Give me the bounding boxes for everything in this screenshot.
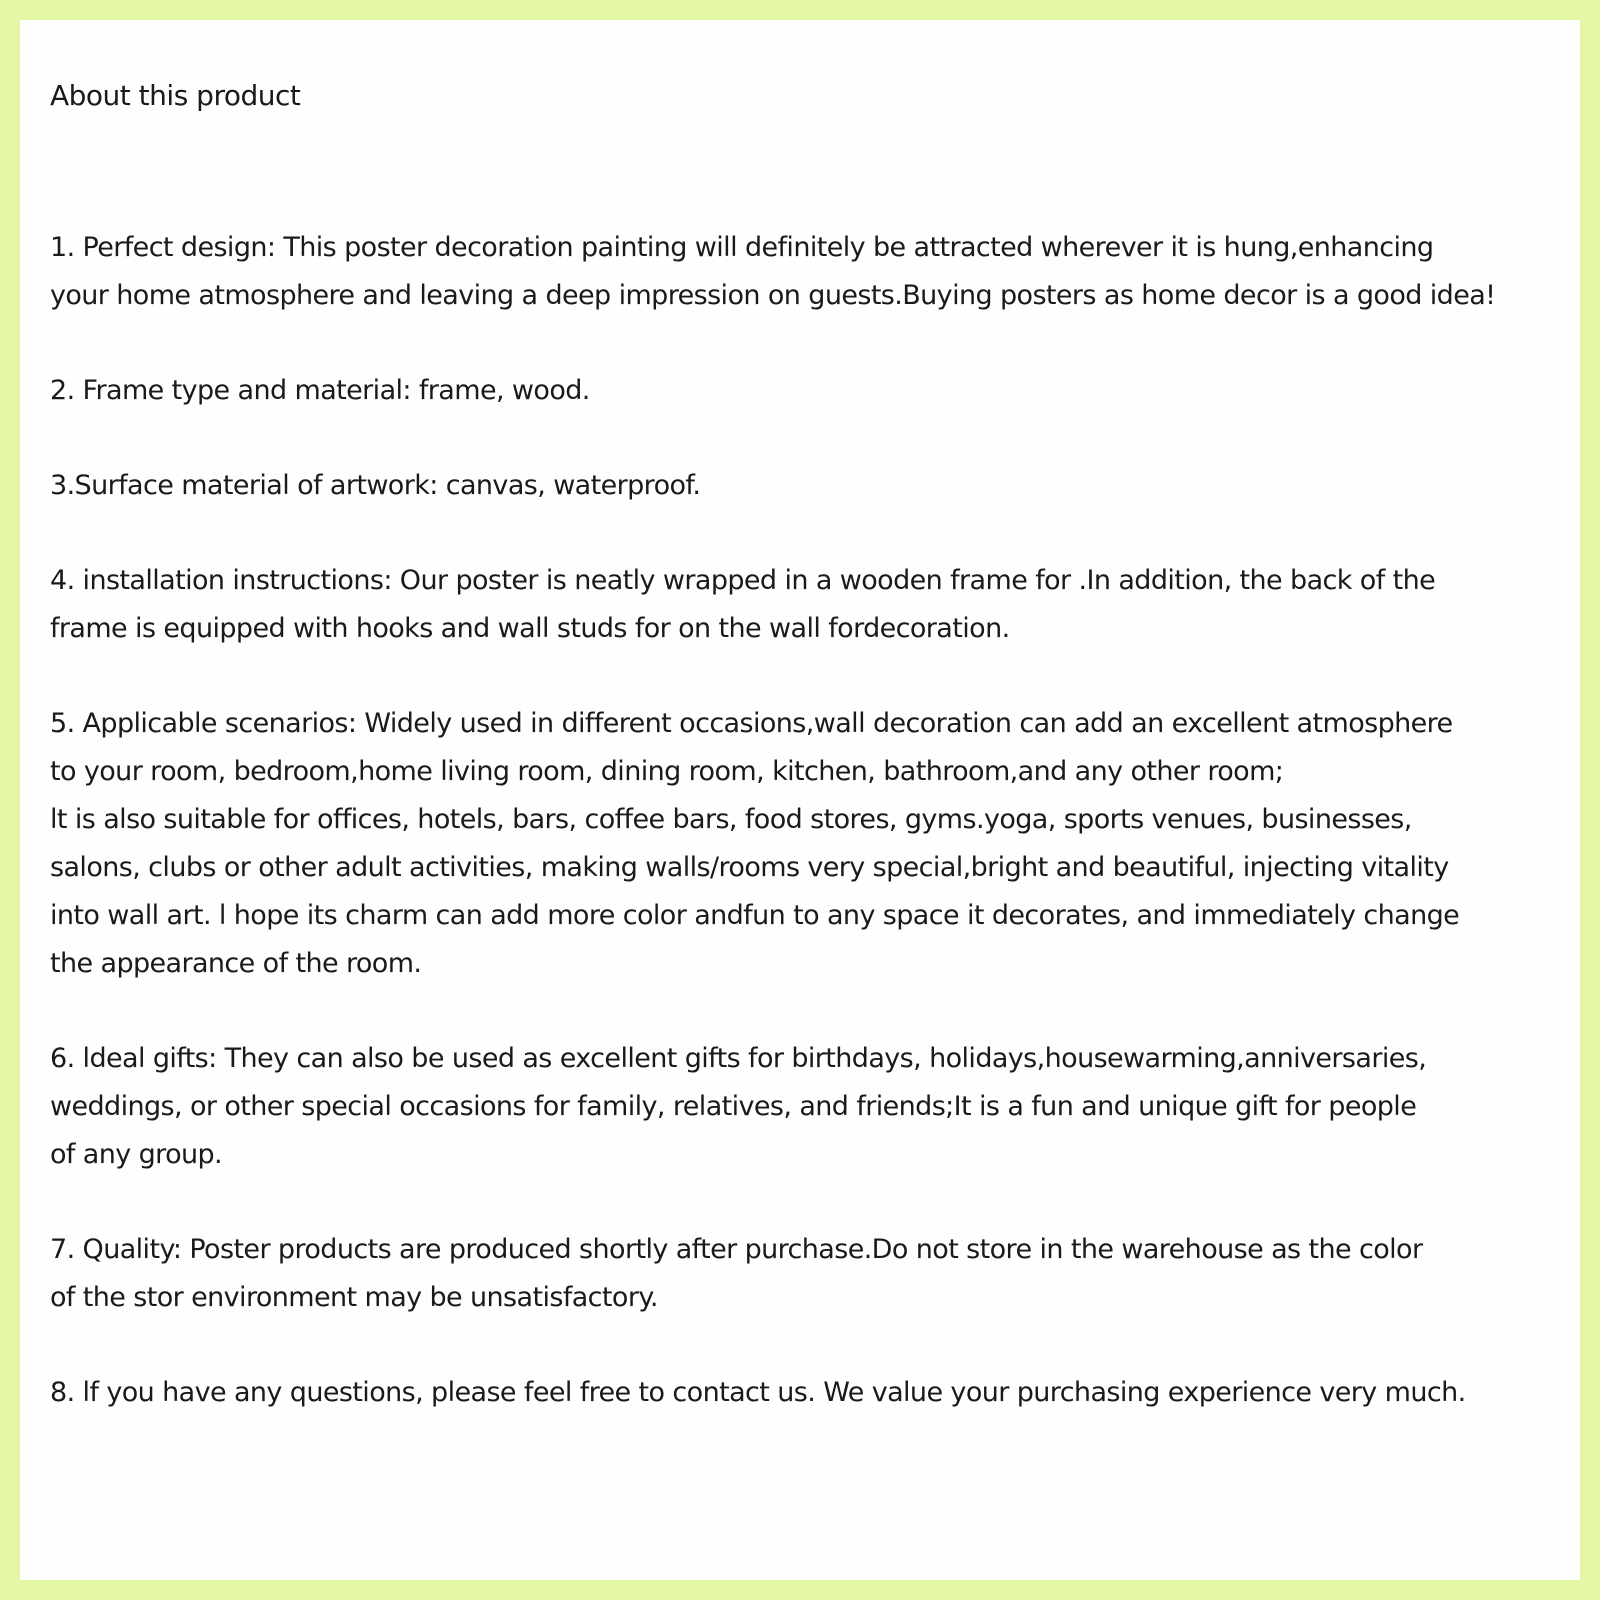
feature-item-2: 2. Frame type and material: frame, wood.: [50, 375, 590, 406]
page-title: About this product: [50, 79, 301, 112]
feature-item-3: 3.Surface material of artwork: canvas, waterproof.: [50, 470, 701, 501]
feature-item-7: 7. Quality: Poster products are produced shortly after purchase.Do not store in the warehouse as the color of the stor environment may be unsatisfactory.: [50, 1234, 1423, 1313]
feature-item-8: 8. lf you have any questions, please feel free to contact us. We value your purchasing experience very much.: [50, 1377, 1466, 1408]
feature-item-4: 4. installation instructions: Our poster is neatly wrapped in a wooden frame for .In addition, the back of the frame is equipped with hooks and wall studs for on the wall fordecoration.: [50, 565, 1436, 644]
feature-list: [50, 224, 1565, 1417]
feature-item-1: 1. Perfect design: This poster decoration painting will definitely be attracted wherever it is hung,enhancing your home atmosphere and leaving a deep impression on guests.Buying posters as home decor is a good idea!: [50, 232, 1496, 311]
product-description: [50, 76, 1565, 1464]
content-panel: [20, 20, 1580, 1580]
feature-item-6: 6. ldeal gifts: They can also be used as excellent gifts for birthdays, holidays,housewarming,anniversaries, weddings, or other special occasions for family, relatives, and friends;It is a fun and unique gift for people of any group.: [50, 1043, 1427, 1170]
feature-item-5: 5. Applicable scenarios: Widely used in different occasions,wall decoration can add an excellent atmosphere to your room, bedroom,home living room, dining room, kitchen, bathroom,and any other room; lt is also suitable for offices, hotels, bars, coffee bars, food stores, gyms.yoga, sports venues, businesses, salons, clubs or other adult activities, making walls/rooms very special,bright and beautiful, injecting vitality into wall art. l hope its charm can add more color andfun to any space it decorates, and immediately change the appearance of the room.: [50, 708, 1460, 979]
